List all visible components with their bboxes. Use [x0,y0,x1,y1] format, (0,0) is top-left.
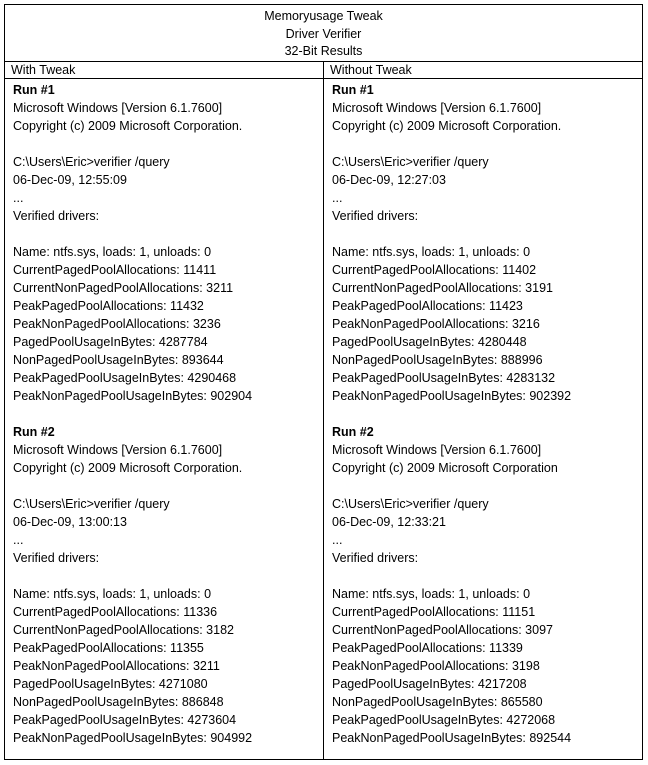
driver-name: Name: ntfs.sys, loads: 1, unloads: 0 [332,586,531,601]
current-nonpaged-allocations: CurrentNonPagedPoolAllocations: 3191 [332,280,553,295]
paged-pool-bytes: PagedPoolUsageInBytes: 4271080 [13,676,208,691]
os-version: Microsoft Windows [Version 6.1.7600] [13,100,223,115]
spacer [13,225,317,243]
timestamp: 06-Dec-09, 12:55:09 [13,172,127,187]
verified-drivers: Verified drivers: [13,550,100,565]
results-table [4,4,643,760]
ellipsis: ... [332,190,343,205]
nonpaged-pool-bytes: NonPagedPoolUsageInBytes: 893644 [13,352,224,367]
copyright: Copyright (c) 2009 Microsoft Corporation. [13,460,243,475]
nonpaged-pool-bytes: NonPagedPoolUsageInBytes: 865580 [332,694,543,709]
copyright: Copyright (c) 2009 Microsoft Corporation. [332,118,562,133]
title-line-2: Driver Verifier [285,26,362,41]
command: C:\Users\Eric>verifier /query [332,496,489,511]
title-line-1: Memoryusage Tweak [264,9,383,23]
ellipsis: ... [332,532,343,547]
peak-nonpaged-pool-bytes: PeakNonPagedPoolUsageInBytes: 904992 [13,730,253,745]
ellipsis: ... [13,532,24,547]
verified-drivers: Verified drivers: [332,208,419,223]
current-paged-allocations: CurrentPagedPoolAllocations: 11336 [13,604,218,619]
run-heading: Run #1 [13,82,55,97]
peak-paged-allocations: PeakPagedPoolAllocations: 11339 [332,640,523,655]
timestamp: 06-Dec-09, 12:33:21 [332,514,446,529]
current-paged-allocations: CurrentPagedPoolAllocations: 11402 [332,262,537,277]
spacer [332,225,636,243]
spacer [332,135,636,153]
copyright: Copyright (c) 2009 Microsoft Corporation [332,460,558,475]
peak-paged-pool-bytes: PeakPagedPoolUsageInBytes: 4283132 [332,370,556,385]
peak-nonpaged-allocations: PeakNonPagedPoolAllocations: 3198 [332,658,540,673]
spacer [332,405,636,423]
peak-paged-pool-bytes: PeakPagedPoolUsageInBytes: 4272068 [332,712,556,727]
run-heading: Run #1 [332,82,374,97]
peak-nonpaged-allocations: PeakNonPagedPoolAllocations: 3236 [13,316,221,331]
run-heading: Run #2 [13,424,55,439]
spacer [332,567,636,585]
peak-paged-allocations: PeakPagedPoolAllocations: 11423 [332,298,523,313]
run-heading: Run #2 [332,424,374,439]
os-version: Microsoft Windows [Version 6.1.7600] [332,442,542,457]
peak-paged-pool-bytes: PeakPagedPoolUsageInBytes: 4273604 [13,712,237,727]
title-line-3: 32-Bit Results [284,44,363,58]
os-version: Microsoft Windows [Version 6.1.7600] [332,100,542,115]
driver-name: Name: ntfs.sys, loads: 1, unloads: 0 [332,244,531,259]
verified-drivers: Verified drivers: [13,208,100,223]
spacer [13,135,317,153]
copyright: Copyright (c) 2009 Microsoft Corporation. [13,118,243,133]
command: C:\Users\Eric>verifier /query [13,154,170,169]
peak-nonpaged-pool-bytes: PeakNonPagedPoolUsageInBytes: 902904 [13,388,253,403]
peak-nonpaged-pool-bytes: PeakNonPagedPoolUsageInBytes: 902392 [332,388,572,403]
current-paged-allocations: CurrentPagedPoolAllocations: 11151 [332,604,536,619]
peak-paged-pool-bytes: PeakPagedPoolUsageInBytes: 4290468 [13,370,237,385]
command: C:\Users\Eric>verifier /query [13,496,170,511]
with-tweak-results [5,78,324,760]
spacer [332,477,636,495]
current-nonpaged-allocations: CurrentNonPagedPoolAllocations: 3211 [13,280,234,295]
paged-pool-bytes: PagedPoolUsageInBytes: 4280448 [332,334,527,349]
nonpaged-pool-bytes: NonPagedPoolUsageInBytes: 888996 [332,352,543,367]
peak-nonpaged-allocations: PeakNonPagedPoolAllocations: 3216 [332,316,540,331]
ellipsis: ... [13,190,24,205]
current-nonpaged-allocations: CurrentNonPagedPoolAllocations: 3097 [332,622,553,637]
verified-drivers: Verified drivers: [332,550,419,565]
driver-name: Name: ntfs.sys, loads: 1, unloads: 0 [13,244,212,259]
timestamp: 06-Dec-09, 12:27:03 [332,172,446,187]
spacer [13,405,317,423]
nonpaged-pool-bytes: NonPagedPoolUsageInBytes: 886848 [13,694,224,709]
peak-paged-allocations: PeakPagedPoolAllocations: 11355 [13,640,204,655]
peak-nonpaged-allocations: PeakNonPagedPoolAllocations: 3211 [13,658,220,673]
without-tweak-results [324,78,643,760]
peak-paged-allocations: PeakPagedPoolAllocations: 11432 [13,298,204,313]
command: C:\Users\Eric>verifier /query [332,154,489,169]
title-cell [5,5,643,62]
paged-pool-bytes: PagedPoolUsageInBytes: 4217208 [332,676,527,691]
peak-nonpaged-pool-bytes: PeakNonPagedPoolUsageInBytes: 892544 [332,730,572,745]
column-header-with-tweak: With Tweak [5,61,324,78]
current-nonpaged-allocations: CurrentNonPagedPoolAllocations: 3182 [13,622,234,637]
current-paged-allocations: CurrentPagedPoolAllocations: 11411 [13,262,217,277]
column-header-without-tweak: Without Tweak [324,61,643,78]
paged-pool-bytes: PagedPoolUsageInBytes: 4287784 [13,334,208,349]
timestamp: 06-Dec-09, 13:00:13 [13,514,127,529]
spacer [13,567,317,585]
os-version: Microsoft Windows [Version 6.1.7600] [13,442,223,457]
spacer [13,477,317,495]
driver-name: Name: ntfs.sys, loads: 1, unloads: 0 [13,586,212,601]
